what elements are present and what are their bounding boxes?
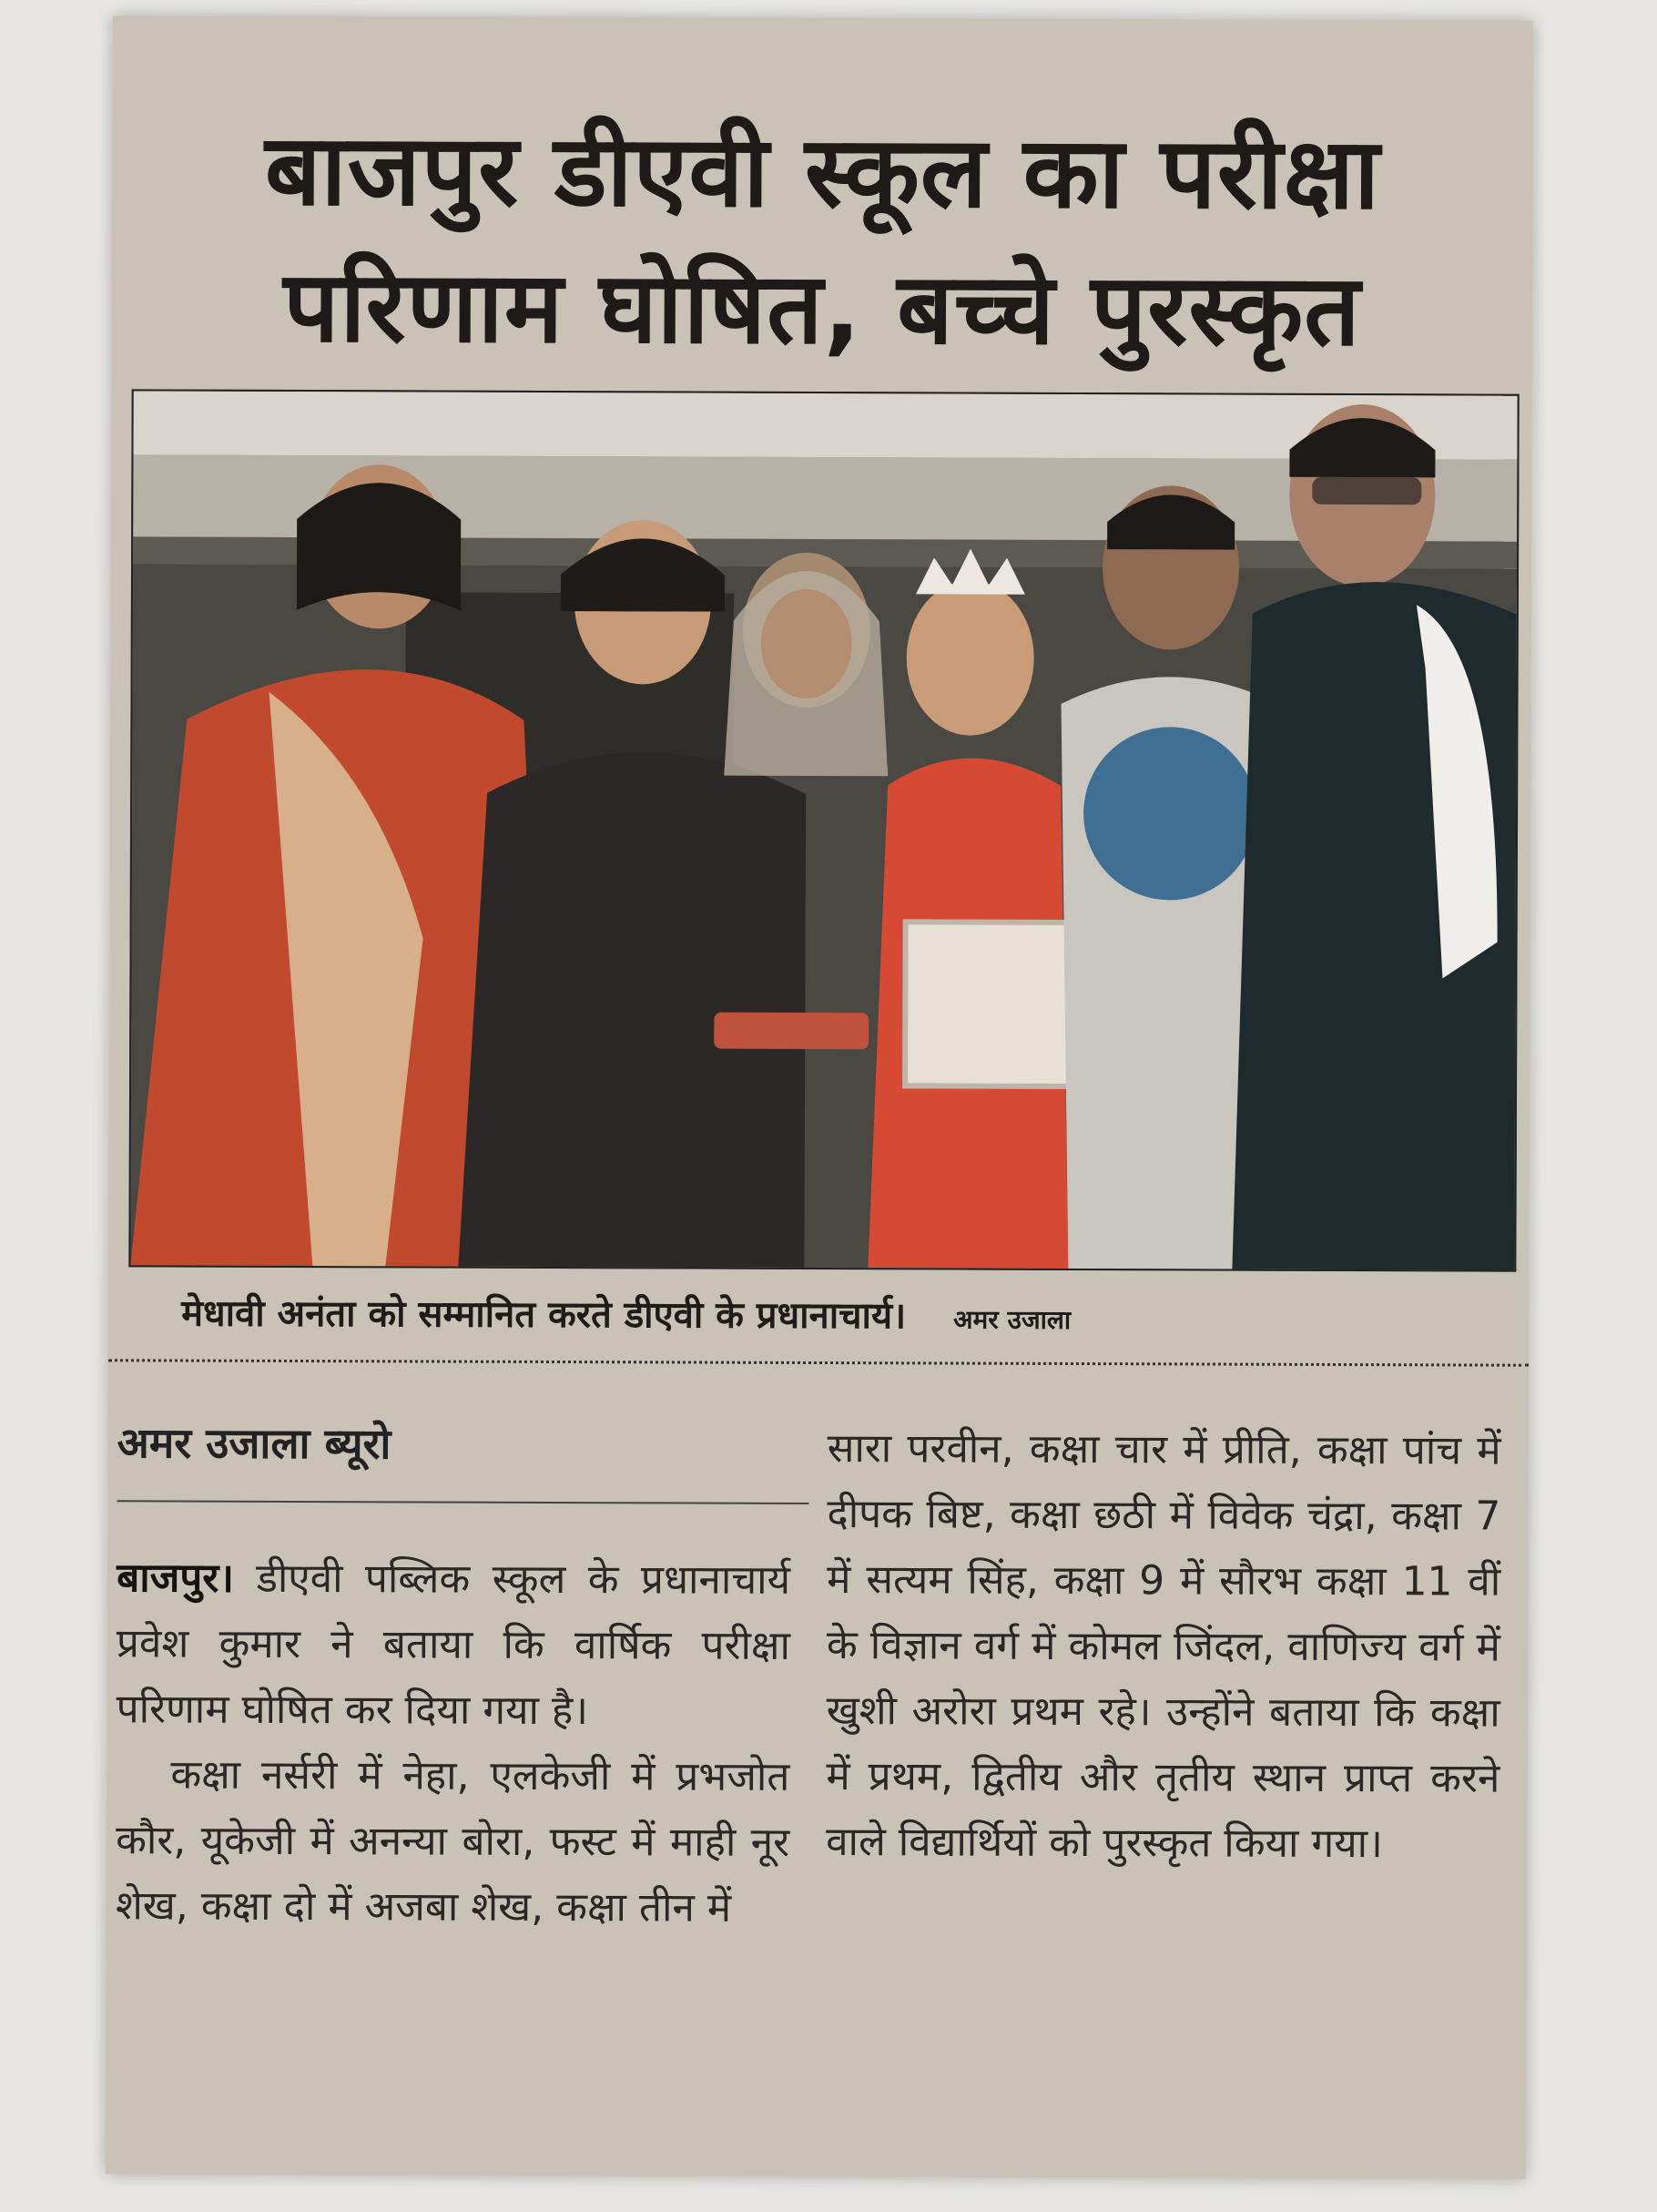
newspaper-clipping <box>106 15 1533 2178</box>
paragraph-2: कक्षा नर्सरी में नेहा, एलकेजी में प्रभजोत कौर, यूकेजी में अनन्या बोरा, फस्ट में माही नूर शेख, कक्षा दो में अजबा शेख, कक्षा तीन में <box>115 1751 790 1932</box>
caption-text: मेधावी अनंता को सम्मानित करते डीएवी के प्रधानाचार्य। <box>181 1292 907 1338</box>
paragraph-3: सारा परवीन, कक्षा चार में प्रीति, कक्षा पांच में दीपक बिष्ट, कक्षा छठी में विवेक चंद्रा, कक्षा 7 में सत्यम सिंह, कक्षा 9 में सौरभ कक्षा 11 वीं के विज्ञान वर्ग में कोमल जिंदल, वाणिज्य वर्ग में खुशी अरोरा प्रथम रहे। उन्होंने बताया कि कक्षा में प्रथम, द्वितीय और तृतीय स्थान प्राप्त करने वाले विद्यार्थियों को पुरस्कृत किया गया। <box>826 1425 1501 1868</box>
news-photo <box>128 389 1519 1271</box>
photo-credit: अमर उजाला <box>953 1304 1072 1335</box>
photo-caption <box>181 1287 1492 1341</box>
byline-divider <box>117 1500 808 1504</box>
section-divider <box>108 1359 1529 1366</box>
photo-illustration <box>130 391 1517 1269</box>
headline-line-1: बाजपुर डीएवी स्कूल का परीक्षा <box>264 113 1381 232</box>
headline <box>148 102 1497 380</box>
paragraph-1 <box>117 1545 791 1745</box>
paragraph-1-text: डीएवी पब्लिक स्कूल के प्रधानाचार्य प्रवेश कुमार ने बताया कि वार्षिक परीक्षा परिणाम घोषित कर दिया गया है। <box>116 1555 791 1735</box>
headline-line-2: परिणाम घोषित, बच्चे पुरस्कृत <box>282 250 1362 369</box>
byline: अमर उजाला ब्यूरो <box>117 1418 391 1469</box>
article-column-2 <box>826 1416 1501 1878</box>
dateline: बाजपुर। <box>117 1555 235 1602</box>
article-column-1 <box>116 1545 791 1942</box>
